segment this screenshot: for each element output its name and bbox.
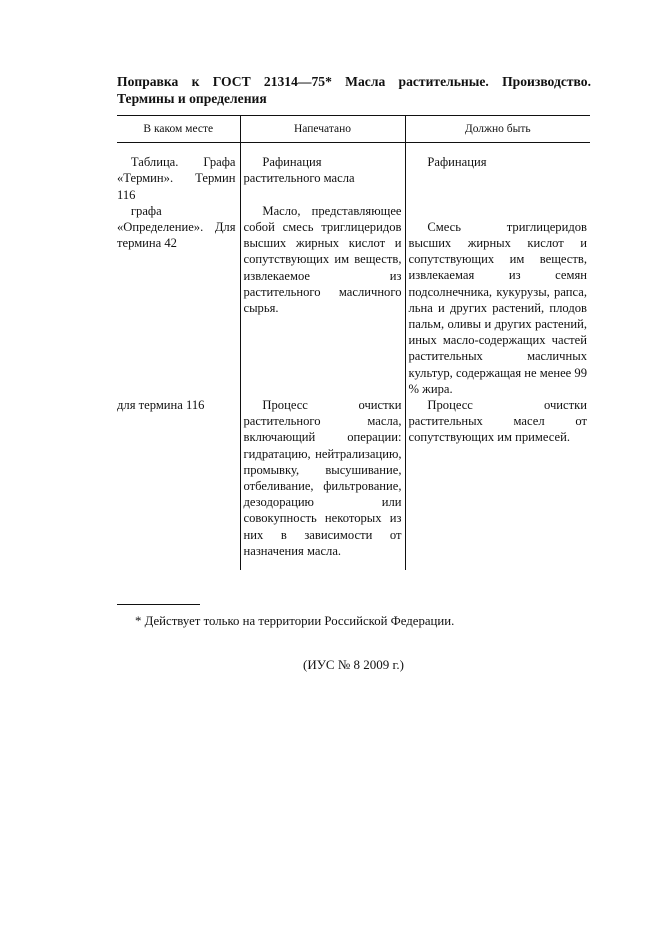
cell-should-be: Процесс очистки растительных масел от сопутствующих им примесей. (405, 397, 590, 570)
footnote-divider (117, 604, 200, 605)
cell-should-be: Смесь триглицеридов высших жирных кислот и сопутствующих им веществ, извлекаемая из семян подсолнечника, кукурузы, рапса, льна и других растений, плодов пальм, оливы и других растений, иных масло-содержащих частей растительных масличных культур, содержащая не менее 99 % жира. (405, 203, 590, 397)
cell-location: для термина 116 (117, 398, 205, 413)
document-title: Поправка к ГОСТ 21314—75* Масла растительные. Производство. Термины и определения (117, 74, 591, 106)
header-location: В каком месте (117, 116, 240, 143)
cell-printed: Процесс очистки растительного масла, включающий операции: гидратацию, нейтрализацию, промывку, высушивание, отбеливание, фильтрование, дезодорацию или совокупность некоторых из них в зависимости от назначения масла. (240, 397, 405, 570)
table-row (117, 143, 590, 203)
table-row (117, 397, 590, 570)
table-header-row (117, 116, 590, 143)
cell-location: Таблица. Графа «Термин». Термин 116 (117, 155, 236, 202)
cell-printed: Рафинация растительного масла (240, 143, 405, 203)
table-row (117, 203, 590, 397)
corrections-table (117, 115, 590, 570)
cell-printed: Масло, представляющее собой смесь триглицеридов высших жирных кислот и сопутствующих им веществ, извлекаемое из растительного масличного сырья. (240, 203, 405, 397)
header-printed: Напечатано (240, 116, 405, 143)
footnote: * Действует только на территории Российской Федерации. (135, 614, 455, 628)
cell-location: графа «Определение». Для термина 42 (117, 203, 236, 251)
cell-should-be: Рафинация (405, 143, 590, 203)
header-should-be: Должно быть (405, 116, 590, 143)
source-reference: (ИУС № 8 2009 г.) (303, 657, 404, 672)
